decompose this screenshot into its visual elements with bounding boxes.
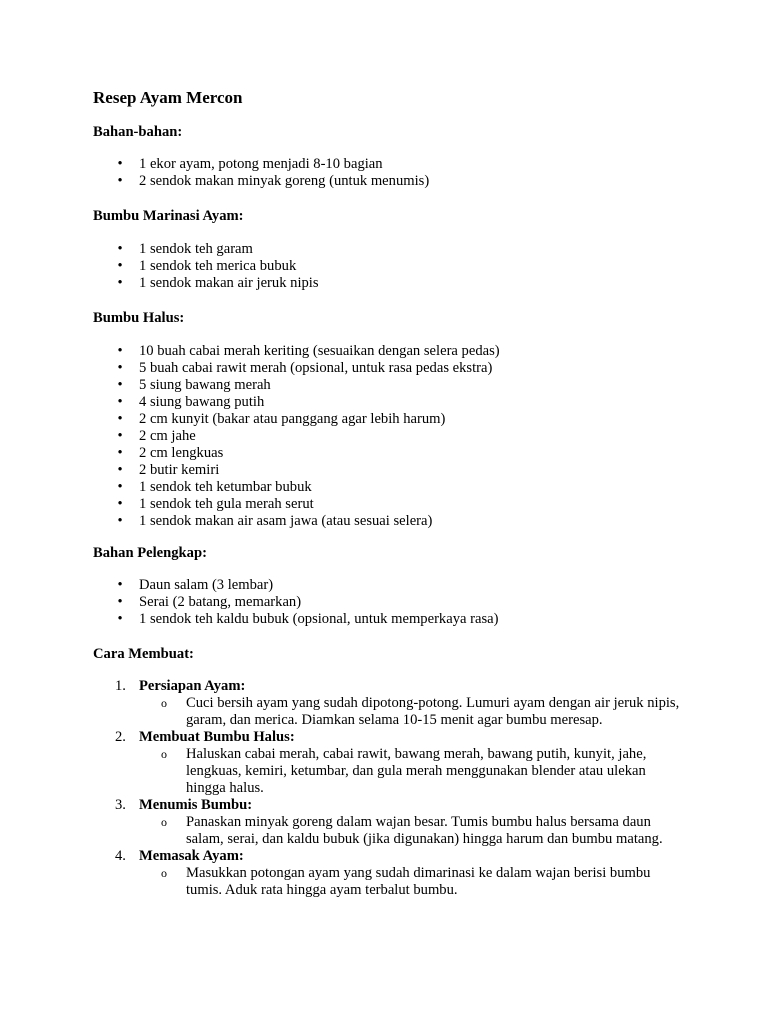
list-item: • 10 buah cabai merah keriting (sesuaikan dengan selera pedas) (0, 343, 500, 360)
step-number: 3. (115, 797, 126, 813)
list-marinasi (0, 241, 319, 292)
list-item: • 1 sendok makan air jeruk nipis (0, 275, 319, 292)
list-steps (0, 678, 686, 899)
step-item (0, 678, 686, 729)
list-item: • 1 sendok teh ketumbar bubuk (0, 479, 500, 496)
heading-halus: Bumbu Halus: (93, 310, 185, 326)
step-item (0, 848, 686, 899)
page-title: Resep Ayam Mercon (93, 88, 243, 107)
list-item: • 2 cm lengkuas (0, 445, 500, 462)
step-title: Memasak Ayam: (139, 848, 244, 864)
list-item: • 1 sendok makan air asam jawa (atau sesuai selera) (0, 513, 500, 530)
step-title: Menumis Bumbu: (139, 797, 253, 813)
heading-marinasi: Bumbu Marinasi Ayam: (93, 208, 244, 224)
circle-bullet-icon: o (161, 815, 167, 829)
step-item (0, 729, 686, 797)
bullet-icon: • (117, 394, 123, 410)
list-item: • 5 buah cabai rawit merah (opsional, untuk rasa pedas ekstra) (0, 360, 500, 377)
bullet-icon: • (117, 594, 123, 610)
list-item: • 2 sendok makan minyak goreng (untuk menumis) (0, 173, 429, 190)
step-detail: o Masukkan potongan ayam yang sudah dimarinasi ke dalam wajan berisi bumbu tumis. Aduk rata hingga ayam terbalut bumbu. (161, 865, 651, 898)
bullet-icon: • (117, 496, 123, 512)
bullet-icon: • (117, 513, 123, 529)
heading-cara: Cara Membuat: (93, 646, 194, 662)
circle-bullet-icon: o (161, 696, 167, 710)
heading-pelengkap: Bahan Pelengkap: (93, 545, 207, 561)
bullet-icon: • (117, 377, 123, 393)
bullet-icon: • (117, 258, 123, 274)
bullet-icon: • (117, 479, 123, 495)
list-item: • 2 cm kunyit (bakar atau panggang agar lebih harum) (0, 411, 500, 428)
bullet-icon: • (117, 428, 123, 444)
circle-bullet-icon: o (161, 747, 167, 761)
list-halus (0, 343, 500, 530)
step-number: 2. (115, 729, 126, 745)
list-item: • 1 sendok teh merica bubuk (0, 258, 319, 275)
list-item: • 1 sendok teh garam (0, 241, 319, 258)
list-bahan (0, 156, 429, 190)
list-item: • 2 cm jahe (0, 428, 500, 445)
step-detail: o Haluskan cabai merah, cabai rawit, bawang merah, bawang putih, kunyit, jahe, lengkuas, kemiri, ketumbar, dan gula merah menggunakan blender atau ulekan hingga halus. (161, 746, 647, 796)
step-title: Persiapan Ayam: (139, 678, 246, 694)
circle-bullet-icon: o (161, 866, 167, 880)
bullet-icon: • (117, 577, 123, 593)
step-number: 4. (115, 848, 126, 864)
step-detail: o Panaskan minyak goreng dalam wajan besar. Tumis bumbu halus bersama daun salam, serai, dan kaldu bubuk (jika digunakan) hingga harum dan bumbu matang. (161, 814, 663, 847)
list-item: • 5 siung bawang merah (0, 377, 500, 394)
step-detail: o Cuci bersih ayam yang sudah dipotong-potong. Lumuri ayam dengan air jeruk nipis, garam, dan merica. Diamkan selama 10-15 menit agar bumbu meresap. (161, 695, 680, 728)
list-item: • 1 sendok teh kaldu bubuk (opsional, untuk memperkaya rasa) (0, 611, 499, 628)
bullet-icon: • (117, 241, 123, 257)
step-number: 1. (115, 678, 126, 694)
list-item: • 1 ekor ayam, potong menjadi 8-10 bagian (0, 156, 429, 173)
list-pelengkap (0, 577, 499, 628)
bullet-icon: • (117, 275, 123, 291)
list-item: • 4 siung bawang putih (0, 394, 500, 411)
bullet-icon: • (117, 360, 123, 376)
step-title: Membuat Bumbu Halus: (139, 729, 295, 745)
bullet-icon: • (117, 445, 123, 461)
step-item (0, 797, 686, 848)
bullet-icon: • (117, 343, 123, 359)
bullet-icon: • (117, 462, 123, 478)
bullet-icon: • (117, 411, 123, 427)
bullet-icon: • (117, 611, 123, 627)
bullet-icon: • (117, 173, 123, 189)
bullet-icon: • (117, 156, 123, 172)
list-item: • Daun salam (3 lembar) (0, 577, 499, 594)
list-item: • 1 sendok teh gula merah serut (0, 496, 500, 513)
list-item: • Serai (2 batang, memarkan) (0, 594, 499, 611)
list-item: • 2 butir kemiri (0, 462, 500, 479)
heading-bahan: Bahan-bahan: (93, 124, 183, 140)
